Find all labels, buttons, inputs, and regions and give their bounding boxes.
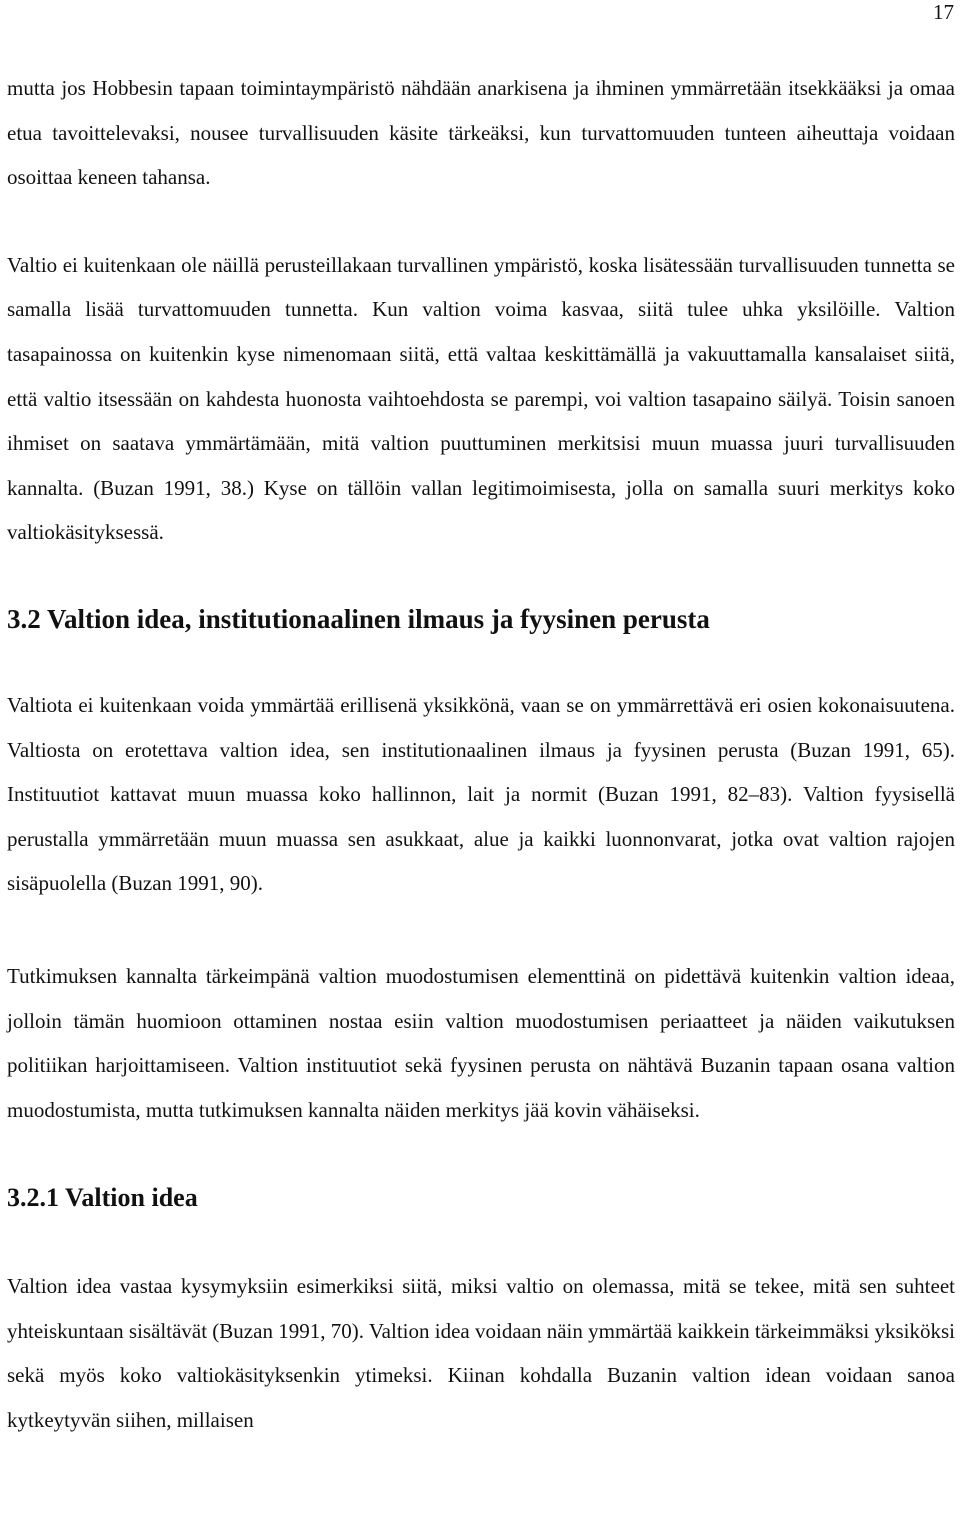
paragraph-state-security: Valtio ei kuitenkaan ole näillä perusteillakaan turvallinen ympäristö, koska lisätessään turvallisuuden tunnetta se samalla lisää turvattomuuden tunnetta. Kun valtion voima kasvaa, siitä tulee uhka yksilöille. Valtion tasapainossa on kuitenkin kyse nimenomaan siitä, että valtaa keskittämällä ja vakuuttamalla kansalaiset siitä, että valtio itsessään on kahdesta huonosta vaihtoehdosta se parempi, voi valtion tasapaino säilyä. Toisin sanoen ihmiset on saatava ymmärtämään, mitä valtion puuttuminen merkitsisi muun muassa juuri turvallisuuden kannalta. (Buzan 1991, 38.) Kyse on tällöin vallan legitimoimisesta, jolla on samalla suuri merkitys koko valtiokäsityksessä. [7, 252, 955, 545]
section-heading-3-2-1: 3.2.1 Valtion idea [7, 1183, 198, 1213]
section-heading-3-2: 3.2 Valtion idea, institutionaalinen ilmaus ja fyysinen perusta [7, 603, 710, 634]
spacer [7, 906, 955, 954]
spacer [7, 200, 955, 243]
spacer [7, 1220, 955, 1264]
paragraph-research-focus: Tutkimuksen kannalta tärkeimpänä valtion muodostumisen elementtinä on pidettävä kuitenkin valtion ideaa, jolloin tämän huomioon ottaminen nostaa esiin valtion muodostumisen periaatteet ja näiden vaikutuksen politiikan harjoittamiseen. Valtion instituutiot sekä fyysinen perusta on nähtävä Buzanin tapaan osana valtion muodostumista, mutta tutkimuksen kannalta näiden merkitys jää kovin vähäiseksi. [7, 963, 955, 1122]
paragraph-state-components: Valtiota ei kuitenkaan voida ymmärtää erillisenä yksikkönä, vaan se on ymmärrettävä eri osien kokonaisuutena. Valtiosta on erotettava valtion idea, sen institutionaalinen ilmaus ja fyysinen perusta (Buzan 1991, 65). Instituutiot kattavat muun muassa koko hallinnon, lait ja normit (Buzan 1991, 82–83). Valtion fyysisellä perustalla ymmärretään muun muassa sen asukkaat, alue ja kaikki luonnonvarat, jotka ovat valtion rajojen sisäpuolella (Buzan 1991, 90). [7, 692, 955, 896]
paragraph-state-idea: Valtion idea vastaa kysymyksiin esimerkiksi siitä, miksi valtio on olemassa, mitä se tekee, mitä sen suhteet yhteiskuntaan sisältävät (Buzan 1991, 70). Valtion idea voidaan näin ymmärtää kaikkein tärkeimmäksi yksiköksi sekä myös koko valtiokäsityksenkin ytimeksi. Kiinan kohdalla Buzanin valtion idean voidaan sanoa kytkeytyvän siihen, millaisen [7, 1274, 955, 1433]
spacer [7, 555, 955, 597]
spacer [7, 641, 955, 683]
spacer [7, 1132, 955, 1176]
document-body [7, 66, 955, 1443]
paragraph-hobbes: mutta jos Hobbesin tapaan toimintaympäristö nähdään anarkisena ja ihminen ymmärretään itsekkääksi ja omaa etua tavoittelevaksi, nousee turvallisuuden käsite tärkeäksi, kun turvattomuuden tunteen aiheuttaja voidaan osoittaa keneen tahansa. [7, 76, 955, 190]
page-number: 17 [933, 0, 954, 24]
